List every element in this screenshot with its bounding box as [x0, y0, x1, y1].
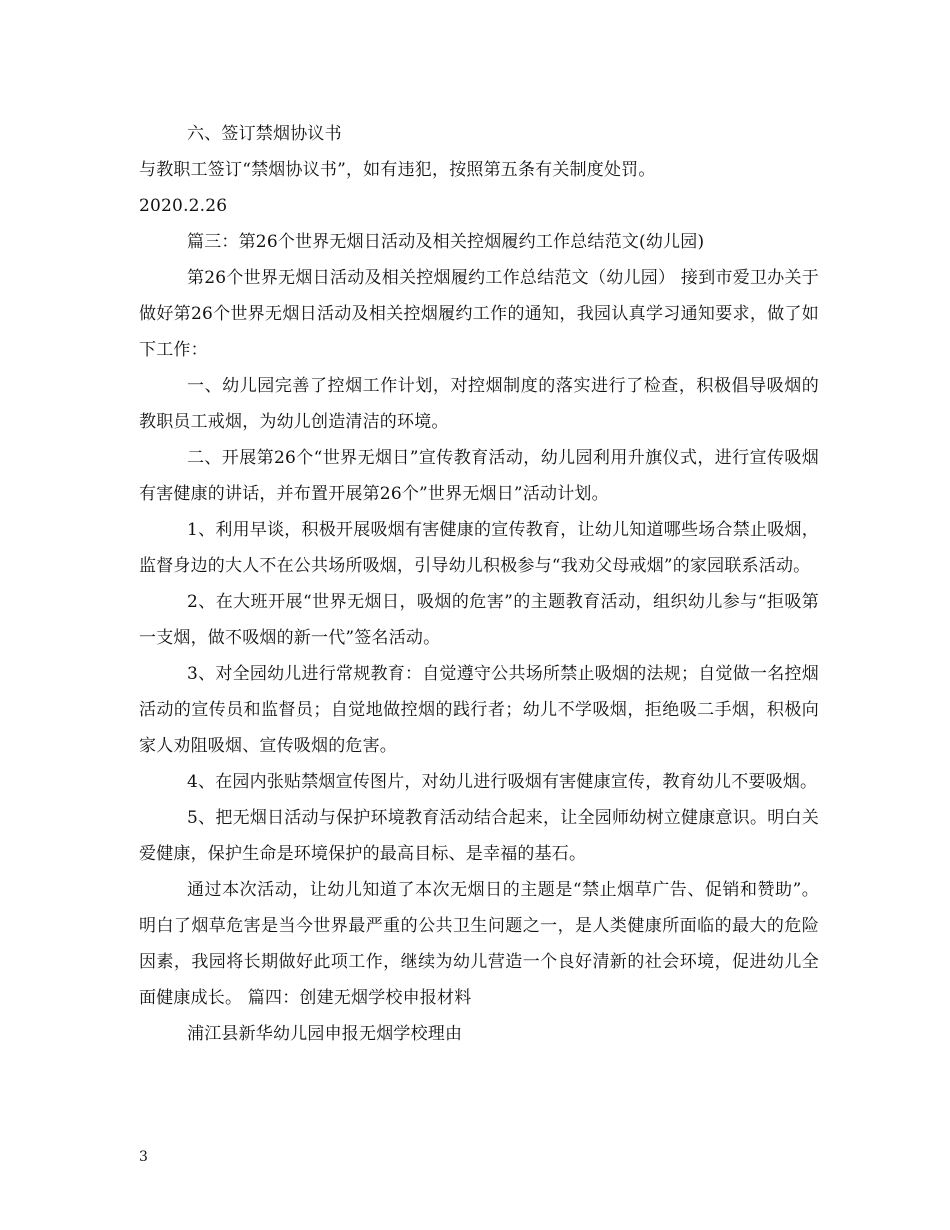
paragraph-intro: 第26个世界无烟日活动及相关控烟履约工作总结范文（幼儿园） 接到市爱卫办关于做好第26个世界无烟日活动及相关控烟履约工作的通知，我园认真学习通知要求，做了如下工作： [139, 268, 819, 360]
paragraph-subitem-4: 4、在园内张贴禁烟宣传图片，对幼儿进行吸烟有害健康宣传，教育幼儿不要吸烟。 [187, 772, 818, 792]
paragraph-subitem-5: 5、把无烟日活动与保护环境教育活动结合起来，让全园师幼树立健康意识。明白关爱健康，保护生命是环境保护的最高目标、是幸福的基石。 [139, 808, 819, 864]
paragraph-subitem-3: 3、对全园幼儿进行常规教育：自觉遵守公共场所禁止吸烟的法规；自觉做一名控烟活动的宣传员和监督员；自觉地做控烟的践行者；幼儿不学吸烟，拒绝吸二手烟，积极向家人劝阻吸烟、宣传吸烟的危害。 [139, 664, 819, 756]
document-date: 2020.2.26 [139, 196, 228, 216]
paragraph-agreement-text: 与教职工签订“禁烟协议书”，如有违犯，按照第五条有关制度处罚。 [139, 160, 656, 180]
paragraph-item-one: 一、幼儿园完善了控烟工作计划，对控烟制度的落实进行了检查，积极倡导吸烟的教职员工戒烟，为幼儿创造清洁的环境。 [139, 376, 819, 432]
paragraph-application-title: 浦江县新华幼儿园申报无烟学校理由 [187, 1024, 463, 1044]
paragraph-item-two: 二、开展第26个“世界无烟日”宣传教育活动，幼儿园利用升旗仪式，进行宣传吸烟有害健康的讲话，并布置开展第26个”世界无烟日”活动计划。 [139, 448, 819, 504]
paragraph-conclusion: 通过本次活动，让幼儿知道了本次无烟日的主题是“禁止烟草广告、促销和赞助”。明白了烟草危害是当今世界最严重的公共卫生问题之一，是人类健康所面临的最大的危险因素，我园将长期做好此项工作，继续为幼儿营造一个良好清新的社会环境，促进幼儿全面健康成长。 篇四：创建无烟学校申报材料 [139, 880, 819, 1008]
section-heading-part-three: 篇三：第26个世界无烟日活动及相关控烟履约工作总结范文(幼儿园) [187, 232, 705, 252]
paragraph-subitem-1: 1、利用早谈，积极开展吸烟有害健康的宣传教育，让幼儿知道哪些场合禁止吸烟，监督身边的大人不在公共场所吸烟，引导幼儿积极参与“我劝父母戒烟”的家园联系活动。 [139, 520, 819, 576]
paragraph-subitem-2: 2、在大班开展“世界无烟日，吸烟的危害”的主题教育活动，组织幼儿参与“拒吸第一支烟，做不吸烟的新一代”签名活动。 [139, 592, 819, 648]
section-heading-sign-agreement: 六、签订禁烟协议书 [187, 124, 342, 144]
page-number: 3 [139, 1149, 148, 1165]
document-body [139, 116, 819, 1052]
